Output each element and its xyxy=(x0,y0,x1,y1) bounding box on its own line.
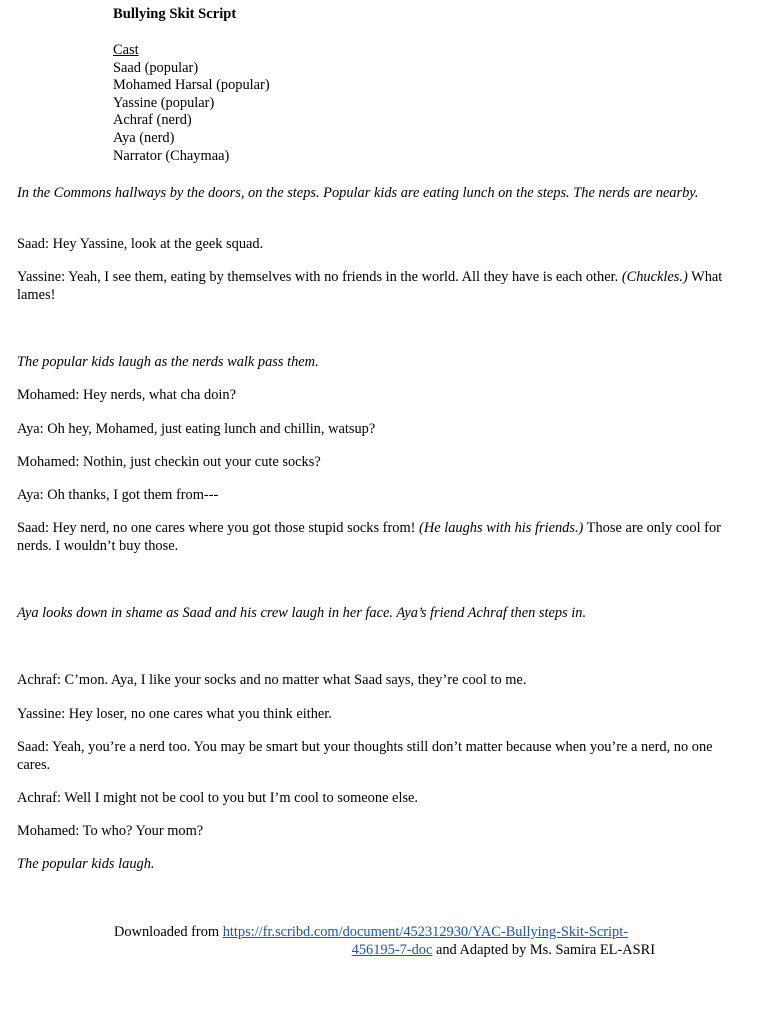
cast-list xyxy=(113,42,270,165)
cast-member: Mohamed Harsal (popular) xyxy=(113,77,270,94)
dialogue-line xyxy=(17,269,745,304)
document-title: Bullying Skit Script xyxy=(113,6,237,22)
footer-attribution xyxy=(114,924,655,959)
cast-member: Saad (popular) xyxy=(113,59,199,76)
dialogue-line: Achraf: Well I might not be cool to you but I’m cool to someone else. xyxy=(17,790,419,806)
stage-aside: (He laughs with his friends.) xyxy=(419,520,584,536)
cast-member: Aya (nerd) xyxy=(113,129,175,146)
cast-member: Narrator (Chaymaa) xyxy=(113,147,230,164)
dialogue-line xyxy=(17,520,745,555)
stage-direction: The popular kids laugh. xyxy=(17,856,155,872)
footer-prefix: Downloaded from xyxy=(114,924,223,940)
dialogue-line: Saad: Yeah, you’re a nerd too. You may be smart but your thoughts still don’t matter because when you’re a nerd, no one cares. xyxy=(17,739,713,773)
dialogue-text: Yassine: Yeah, I see them, eating by themselves with no friends in the world. All they have is each other. xyxy=(17,269,622,285)
source-link[interactable]: https://fr.scribd.com/document/452312930/YAC-Bullying-Skit-Script- xyxy=(222,924,629,940)
cast-member: Yassine (popular) xyxy=(113,94,215,111)
cast-member: Achraf (nerd) xyxy=(113,112,192,129)
dialogue-line: Aya: Oh thanks, I got them from--- xyxy=(17,487,219,503)
dialogue-line: Achraf: C’mon. Aya, I like your socks and no matter what Saad says, they’re cool to me. xyxy=(17,672,527,688)
stage-direction: In the Commons hallways by the doors, on the steps. Popular kids are eating lunch on the steps. The nerds are nearby. xyxy=(17,185,699,201)
dialogue-line: Mohamed: Hey nerds, what cha doin? xyxy=(17,387,236,403)
source-link-continued[interactable]: 456195-7-doc xyxy=(351,941,433,958)
dialogue-text: What lames! xyxy=(17,269,723,303)
dialogue-line: Aya: Oh hey, Mohamed, just eating lunch and chillin, watsup? xyxy=(17,421,376,437)
stage-direction: Aya looks down in shame as Saad and his crew laugh in her face. Aya’s friend Achraf then steps in. xyxy=(17,605,587,621)
dialogue-line: Yassine: Hey loser, no one cares what you think either. xyxy=(17,706,332,722)
dialogue-text: Saad: Hey nerd, no one cares where you got those stupid socks from! xyxy=(17,520,420,536)
dialogue-line: Mohamed: Nothin, just checkin out your cute socks? xyxy=(17,454,321,470)
dialogue-line: Saad: Hey Yassine, look at the geek squad. xyxy=(17,236,264,252)
stage-direction: The popular kids laugh as the nerds walk pass them. xyxy=(17,354,319,370)
dialogue-text: Those are only cool for nerds. I wouldn’t buy those. xyxy=(17,520,721,554)
cast-heading: Cast xyxy=(113,42,139,58)
footer-suffix: and Adapted by Ms. Samira EL-ASRI xyxy=(432,941,655,958)
dialogue-line: Mohamed: To who? Your mom? xyxy=(17,823,204,839)
stage-aside: (Chuckles.) xyxy=(621,269,688,285)
